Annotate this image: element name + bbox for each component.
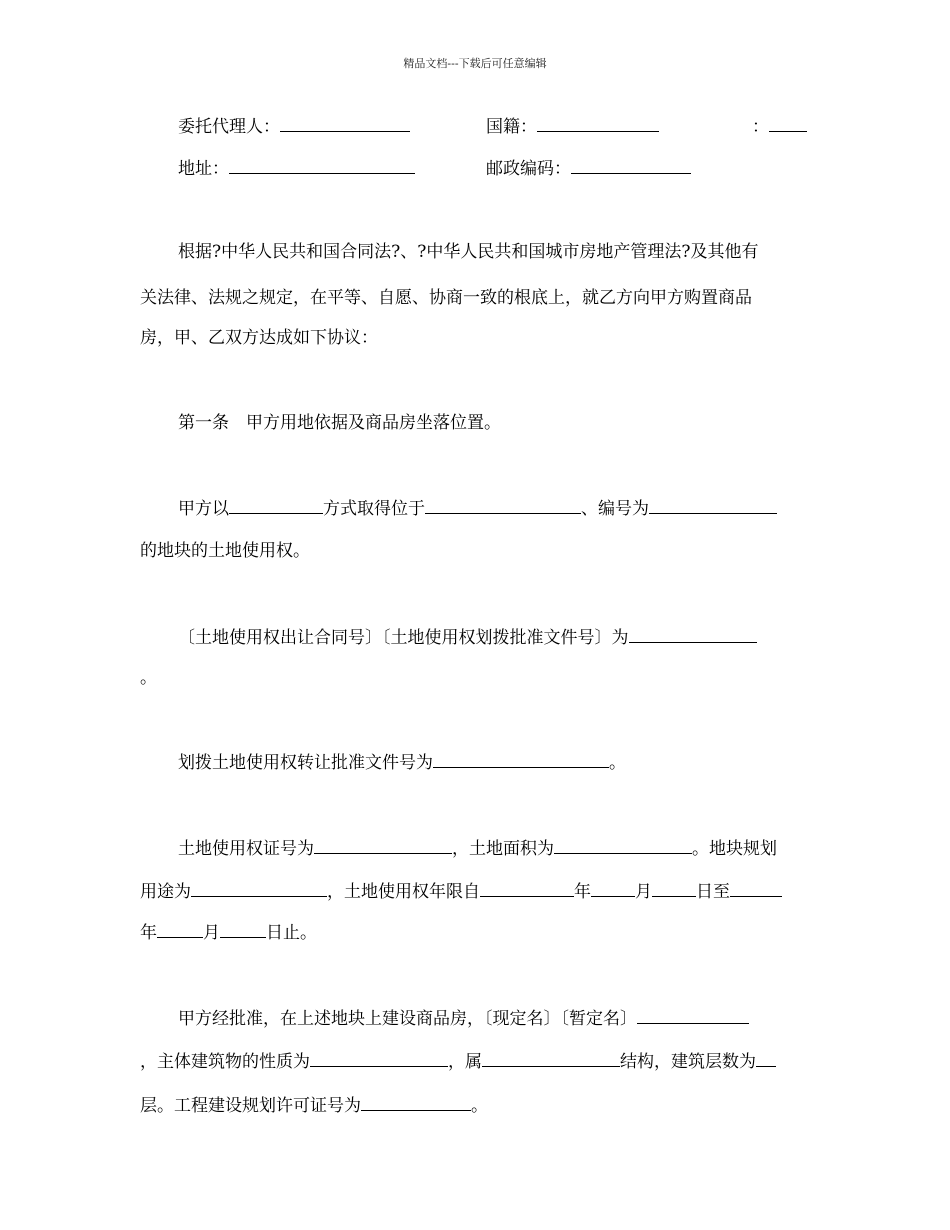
postcode-line <box>486 157 691 180</box>
page-header: 精品文档---下载后可任意编辑 <box>403 57 547 70</box>
building-name-blank <box>637 1007 749 1024</box>
p2-text-a: 〔土地使用权出让合同号〕〔土地使用权划拨批准文件号〕为 <box>178 628 629 648</box>
p4-text-b: ，土地面积为 <box>452 839 554 859</box>
nationality-line <box>486 115 659 138</box>
location-blank <box>425 497 581 514</box>
method-blank <box>229 497 323 514</box>
planning-permit-blank <box>361 1094 471 1111</box>
end-day-blank <box>220 921 266 938</box>
article-1-title: 第一条 甲方用地依据及商品房坐落位置。 <box>178 413 501 433</box>
start-day-blank <box>652 880 696 897</box>
p5-l2-text-b: ，属 <box>448 1052 482 1072</box>
intro-line-1: 根据?中华人民共和国合同法?、?中华人民共和国城市房地产管理法?及其他有 <box>178 242 759 262</box>
start-year-blank <box>480 880 574 897</box>
p4-l2-text-c: 年 <box>574 882 591 902</box>
p4-l2-text-e: 日至 <box>696 882 730 902</box>
p4-l3-text-c: 日止。 <box>266 923 317 943</box>
p2-line-1 <box>178 626 757 649</box>
extra-blank <box>769 115 807 132</box>
extra-line <box>752 115 807 138</box>
agent-line <box>178 115 410 138</box>
certificate-number-blank <box>314 837 452 854</box>
p4-text-c: 。地块规划 <box>692 839 777 859</box>
p5-line-2 <box>140 1050 776 1073</box>
p4-l2-text-d: 月 <box>635 882 652 902</box>
address-blank <box>229 157 415 174</box>
p4-text-a: 土地使用权证号为 <box>178 839 314 859</box>
p4-line-3 <box>140 921 317 944</box>
address-line <box>178 157 415 180</box>
building-nature-blank <box>310 1050 448 1067</box>
p5-text-a: 甲方经批准，在上述地块上建设商品房，〔现定名〕〔暂定名〕 <box>178 1009 637 1029</box>
postcode-label: 邮政编码： <box>486 159 571 179</box>
p1-text-a: 甲方以 <box>178 499 229 519</box>
land-use-blank <box>191 880 327 897</box>
p3-text-b: 。 <box>609 753 626 773</box>
contract-number-blank <box>629 626 757 643</box>
p5-l2-text-a: ，主体建筑物的性质为 <box>140 1052 310 1072</box>
p5-line-3 <box>140 1094 488 1117</box>
p4-line-2 <box>140 880 782 903</box>
land-area-blank <box>554 837 692 854</box>
p1-text-c: 、编号为 <box>581 499 649 519</box>
nationality-label: 国籍： <box>486 117 537 137</box>
p4-l2-text-b: ，土地使用权年限自 <box>327 882 480 902</box>
agent-label: 委托代理人： <box>178 117 280 137</box>
p3-text-a: 划拨土地使用权转让批准文件号为 <box>178 753 433 773</box>
intro-line-3: 房，甲、乙双方达成如下协议： <box>140 328 378 348</box>
structure-blank <box>482 1050 620 1067</box>
end-month-blank <box>157 921 203 938</box>
nationality-blank <box>537 115 659 132</box>
postcode-blank <box>571 157 691 174</box>
p5-l3-text-b: 。 <box>471 1096 488 1116</box>
start-month-blank <box>591 880 635 897</box>
transfer-approval-blank <box>433 751 609 768</box>
p4-l3-text-b: 月 <box>203 923 220 943</box>
colon-label: ： <box>752 117 769 137</box>
address-label: 地址： <box>178 159 229 179</box>
p4-line-1 <box>178 837 777 860</box>
p1-line-1 <box>178 497 777 520</box>
end-year-blank-a <box>730 880 782 897</box>
floor-count-blank <box>756 1050 776 1067</box>
p3-line-1 <box>178 751 626 774</box>
agent-blank <box>280 115 410 132</box>
p2-line-2: 。 <box>140 668 157 688</box>
p1-line-2: 的地块的土地使用权。 <box>140 541 310 561</box>
p5-l3-text-a: 层。工程建设规划许可证号为 <box>140 1096 361 1116</box>
p5-l2-text-c: 结构，建筑层数为 <box>620 1052 756 1072</box>
p4-l3-text-a: 年 <box>140 923 157 943</box>
p1-text-b: 方式取得位于 <box>323 499 425 519</box>
intro-line-2: 关法律、法规之规定，在平等、自愿、协商一致的根底上，就乙方向甲方购置商品 <box>140 288 752 308</box>
p4-l2-text-a: 用途为 <box>140 882 191 902</box>
parcel-number-blank <box>649 497 777 514</box>
p5-line-1 <box>178 1007 749 1030</box>
